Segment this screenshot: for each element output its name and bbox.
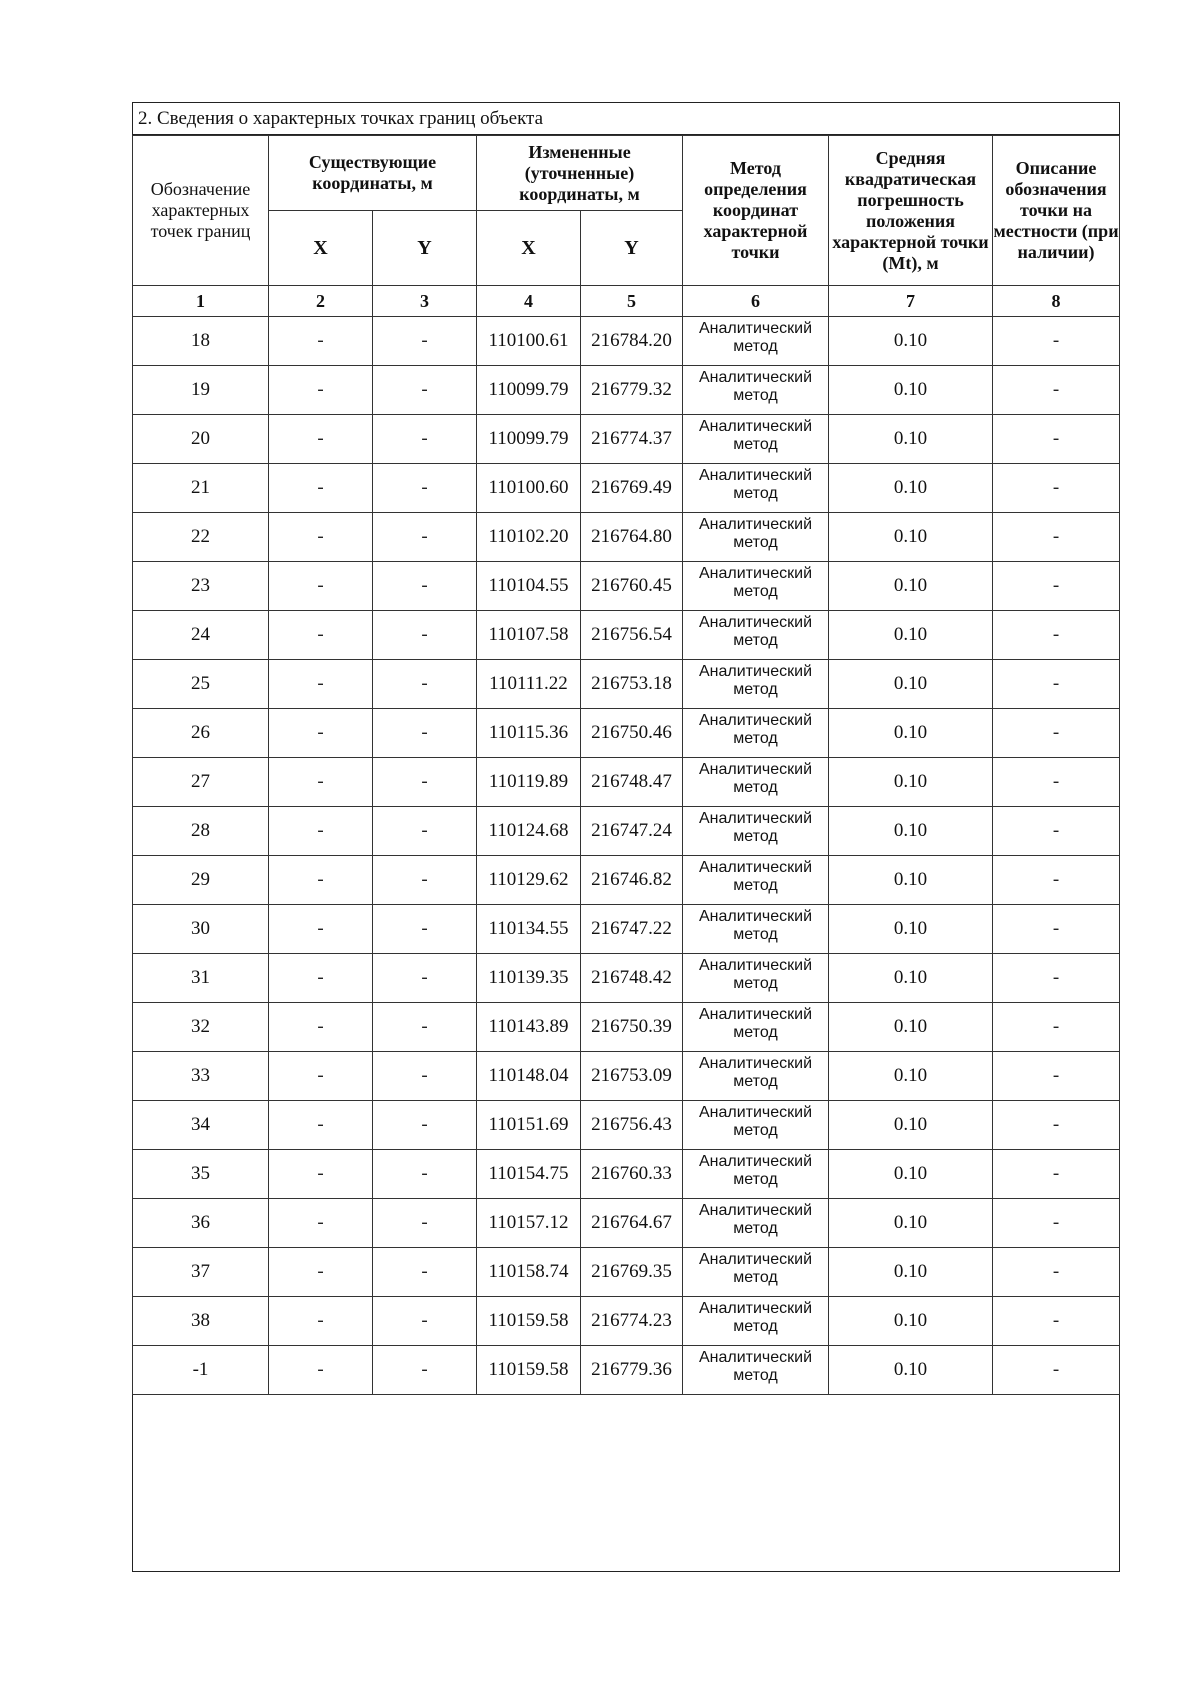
cell-existing-y: - [373,464,477,513]
cell-description: - [993,366,1120,415]
cell-existing-x: - [269,709,373,758]
boundary-points-table [132,135,1120,1395]
cell-changed-x: 110119.89 [477,758,581,807]
cell-changed-y: 216748.47 [581,758,683,807]
cell-changed-x: 110151.69 [477,1101,581,1150]
cell-changed-y: 216769.49 [581,464,683,513]
table-row [133,1199,1120,1248]
cell-existing-y: - [373,954,477,1003]
cell-existing-y: - [373,709,477,758]
column-number: 2 [269,286,373,317]
method-text: Аналитический метод [698,908,813,943]
cell-method [683,1150,829,1199]
cell-method [683,1297,829,1346]
cell-method [683,1052,829,1101]
cell-description: - [993,1052,1120,1101]
cell-changed-y: 216750.39 [581,1003,683,1052]
cell-existing-y: - [373,1248,477,1297]
cell-existing-y: - [373,807,477,856]
cell-existing-x: - [269,1346,373,1395]
column-number: 5 [581,286,683,317]
method-text: Аналитический метод [698,663,813,698]
cell-changed-x: 110102.20 [477,513,581,562]
method-text: Аналитический метод [698,1300,813,1335]
cell-changed-x: 110099.79 [477,366,581,415]
cell-changed-y: 216769.35 [581,1248,683,1297]
method-text: Аналитический метод [698,1349,813,1384]
cell-description: - [993,1101,1120,1150]
table-row [133,660,1120,709]
cell-error: 0.10 [829,611,993,660]
table-row [133,807,1120,856]
cell-changed-x: 110115.36 [477,709,581,758]
cell-existing-x: - [269,366,373,415]
cell-changed-x: 110100.60 [477,464,581,513]
cell-existing-x: - [269,954,373,1003]
column-number: 3 [373,286,477,317]
cell-error: 0.10 [829,1199,993,1248]
cell-description: - [993,513,1120,562]
column-number-row [133,286,1120,317]
method-text: Аналитический метод [698,516,813,551]
cell-changed-x: 110129.62 [477,856,581,905]
cell-changed-y: 216774.23 [581,1297,683,1346]
cell-error: 0.10 [829,758,993,807]
cell-changed-x: 110159.58 [477,1297,581,1346]
cell-description: - [993,1199,1120,1248]
table-row [133,562,1120,611]
cell-existing-x: - [269,856,373,905]
cell-changed-x: 110124.68 [477,807,581,856]
cell-point: 35 [133,1150,269,1199]
method-text: Аналитический метод [698,1153,813,1188]
cell-error: 0.10 [829,660,993,709]
cell-existing-y: - [373,317,477,366]
cell-point: 18 [133,317,269,366]
method-text: Аналитический метод [698,1055,813,1090]
cell-description: - [993,1248,1120,1297]
cell-point: 19 [133,366,269,415]
cell-description: - [993,660,1120,709]
cell-existing-y: - [373,415,477,464]
method-text: Аналитический метод [698,761,813,796]
cell-changed-y: 216764.80 [581,513,683,562]
cell-existing-x: - [269,1052,373,1101]
cell-method [683,415,829,464]
cell-changed-y: 216779.36 [581,1346,683,1395]
column-number: 4 [477,286,581,317]
cell-changed-y: 216747.24 [581,807,683,856]
cell-existing-y: - [373,1346,477,1395]
cell-error: 0.10 [829,317,993,366]
cell-changed-x: 110157.12 [477,1199,581,1248]
cell-existing-y: - [373,856,477,905]
cell-existing-x: - [269,415,373,464]
cell-point: 36 [133,1199,269,1248]
cell-existing-x: - [269,1248,373,1297]
cell-point: 38 [133,1297,269,1346]
method-text: Аналитический метод [698,712,813,747]
cell-description: - [993,954,1120,1003]
cell-existing-x: - [269,513,373,562]
table-row [133,1297,1120,1346]
table-row [133,611,1120,660]
method-text: Аналитический метод [698,418,813,453]
cell-existing-x: - [269,1101,373,1150]
table-row [133,464,1120,513]
cell-description: - [993,807,1120,856]
cell-changed-x: 110099.79 [477,415,581,464]
cell-error: 0.10 [829,366,993,415]
cell-changed-y: 216756.54 [581,611,683,660]
cell-error: 0.10 [829,562,993,611]
cell-point: 22 [133,513,269,562]
cell-point: 21 [133,464,269,513]
cell-description: - [993,1003,1120,1052]
cell-existing-y: - [373,1199,477,1248]
table-row [133,415,1120,464]
cell-point: 32 [133,1003,269,1052]
cell-point: 29 [133,856,269,905]
table-row [133,1248,1120,1297]
header-existing-coordinates: Существующие координаты, м [269,136,477,211]
method-text: Аналитический метод [698,1006,813,1041]
cell-changed-x: 110100.61 [477,317,581,366]
cell-error: 0.10 [829,1346,993,1395]
table-row [133,905,1120,954]
table-row [133,954,1120,1003]
cell-method [683,317,829,366]
cell-method [683,954,829,1003]
cell-point: 20 [133,415,269,464]
cell-description: - [993,562,1120,611]
cell-existing-y: - [373,611,477,660]
cell-method [683,856,829,905]
method-text: Аналитический метод [698,565,813,600]
cell-method [683,464,829,513]
cell-error: 0.10 [829,1297,993,1346]
cell-changed-x: 110134.55 [477,905,581,954]
cell-point: 31 [133,954,269,1003]
section-title: 2. Сведения о характерных точках границ объекта [133,103,1119,135]
cell-changed-x: 110107.58 [477,611,581,660]
cell-existing-x: - [269,807,373,856]
cell-method [683,1003,829,1052]
cell-changed-y: 216750.46 [581,709,683,758]
cell-point: 27 [133,758,269,807]
cell-description: - [993,905,1120,954]
method-text: Аналитический метод [698,614,813,649]
table-row [133,1101,1120,1150]
cell-changed-x: 110143.89 [477,1003,581,1052]
cell-changed-y: 216748.42 [581,954,683,1003]
cell-point: 28 [133,807,269,856]
cell-changed-y: 216764.67 [581,1199,683,1248]
cell-changed-x: 110139.35 [477,954,581,1003]
cell-existing-y: - [373,1003,477,1052]
header-changed-x: X [477,211,581,286]
cell-point: 25 [133,660,269,709]
cell-existing-y: - [373,905,477,954]
cell-existing-x: - [269,562,373,611]
cell-existing-x: - [269,758,373,807]
cell-method [683,1346,829,1395]
cell-method [683,513,829,562]
cell-existing-x: - [269,611,373,660]
table-row [133,366,1120,415]
method-text: Аналитический метод [698,369,813,404]
cell-error: 0.10 [829,709,993,758]
cell-existing-y: - [373,758,477,807]
header-description: Описание обозначения точки на местности (при наличии) [993,136,1120,286]
cell-changed-x: 110154.75 [477,1150,581,1199]
cell-point: -1 [133,1346,269,1395]
column-number: 6 [683,286,829,317]
cell-changed-y: 216760.45 [581,562,683,611]
cell-changed-x: 110148.04 [477,1052,581,1101]
header-existing-x: X [269,211,373,286]
method-text: Аналитический метод [698,1202,813,1237]
header-row [133,136,1120,211]
cell-error: 0.10 [829,464,993,513]
header-existing-y: Y [373,211,477,286]
cell-existing-y: - [373,1052,477,1101]
method-text: Аналитический метод [698,320,813,355]
method-text: Аналитический метод [698,467,813,502]
cell-existing-y: - [373,660,477,709]
cell-existing-y: - [373,1101,477,1150]
cell-error: 0.10 [829,807,993,856]
header-changed-y: Y [581,211,683,286]
cell-description: - [993,464,1120,513]
cell-existing-x: - [269,317,373,366]
cell-existing-y: - [373,562,477,611]
method-text: Аналитический метод [698,1104,813,1139]
cell-existing-y: - [373,366,477,415]
cell-description: - [993,856,1120,905]
cell-error: 0.10 [829,1150,993,1199]
table-row [133,317,1120,366]
header-error: Средняя квадратическая погрешность положения характерной точки (Mt), м [829,136,993,286]
cell-existing-x: - [269,464,373,513]
cell-point: 26 [133,709,269,758]
cell-error: 0.10 [829,1052,993,1101]
cell-changed-x: 110158.74 [477,1248,581,1297]
table-row [133,709,1120,758]
cell-point: 30 [133,905,269,954]
header-method: Метод определения координат характерной точки [683,136,829,286]
cell-changed-y: 216760.33 [581,1150,683,1199]
cell-existing-y: - [373,513,477,562]
method-text: Аналитический метод [698,957,813,992]
cell-changed-y: 216779.32 [581,366,683,415]
column-number: 8 [993,286,1120,317]
cell-existing-y: - [373,1297,477,1346]
cell-changed-y: 216774.37 [581,415,683,464]
cell-point: 33 [133,1052,269,1101]
cell-description: - [993,1346,1120,1395]
cell-changed-y: 216756.43 [581,1101,683,1150]
table-row [133,856,1120,905]
table-row [133,758,1120,807]
method-text: Аналитический метод [698,859,813,894]
cell-changed-x: 110111.22 [477,660,581,709]
cell-error: 0.10 [829,415,993,464]
cell-description: - [993,611,1120,660]
cell-existing-x: - [269,905,373,954]
cell-point: 23 [133,562,269,611]
cell-point: 34 [133,1101,269,1150]
cell-error: 0.10 [829,1248,993,1297]
cell-existing-x: - [269,1297,373,1346]
cell-error: 0.10 [829,856,993,905]
cell-method [683,366,829,415]
cell-point: 37 [133,1248,269,1297]
cell-changed-y: 216746.82 [581,856,683,905]
cell-error: 0.10 [829,1101,993,1150]
table-row [133,1052,1120,1101]
table-row [133,1003,1120,1052]
cell-method [683,1199,829,1248]
cell-method [683,660,829,709]
cell-description: - [993,709,1120,758]
cell-changed-y: 216753.18 [581,660,683,709]
cell-description: - [993,1150,1120,1199]
cell-changed-x: 110104.55 [477,562,581,611]
cell-existing-x: - [269,660,373,709]
cell-error: 0.10 [829,513,993,562]
cell-method [683,1248,829,1297]
cell-existing-x: - [269,1150,373,1199]
cell-error: 0.10 [829,954,993,1003]
column-number: 1 [133,286,269,317]
cell-description: - [993,415,1120,464]
cell-point: 24 [133,611,269,660]
cell-method [683,1101,829,1150]
cell-changed-y: 216753.09 [581,1052,683,1101]
cell-description: - [993,1297,1120,1346]
header-changed-coordinates: Измененные (уточненные) координаты, м [477,136,683,211]
header-designation: Обозначение характерных точек границ [133,136,269,286]
cell-method [683,709,829,758]
table-row [133,1346,1120,1395]
cell-error: 0.10 [829,905,993,954]
cell-method [683,807,829,856]
cell-method [683,758,829,807]
cell-changed-x: 110159.58 [477,1346,581,1395]
cell-method [683,611,829,660]
column-number: 7 [829,286,993,317]
cell-changed-y: 216784.20 [581,317,683,366]
cell-existing-x: - [269,1199,373,1248]
cell-existing-x: - [269,1003,373,1052]
method-text: Аналитический метод [698,810,813,845]
cell-description: - [993,317,1120,366]
cell-existing-y: - [373,1150,477,1199]
document-sheet [132,102,1120,1572]
cell-changed-y: 216747.22 [581,905,683,954]
table-row [133,1150,1120,1199]
cell-description: - [993,758,1120,807]
cell-error: 0.10 [829,1003,993,1052]
cell-method [683,562,829,611]
method-text: Аналитический метод [698,1251,813,1286]
cell-method [683,905,829,954]
table-row [133,513,1120,562]
